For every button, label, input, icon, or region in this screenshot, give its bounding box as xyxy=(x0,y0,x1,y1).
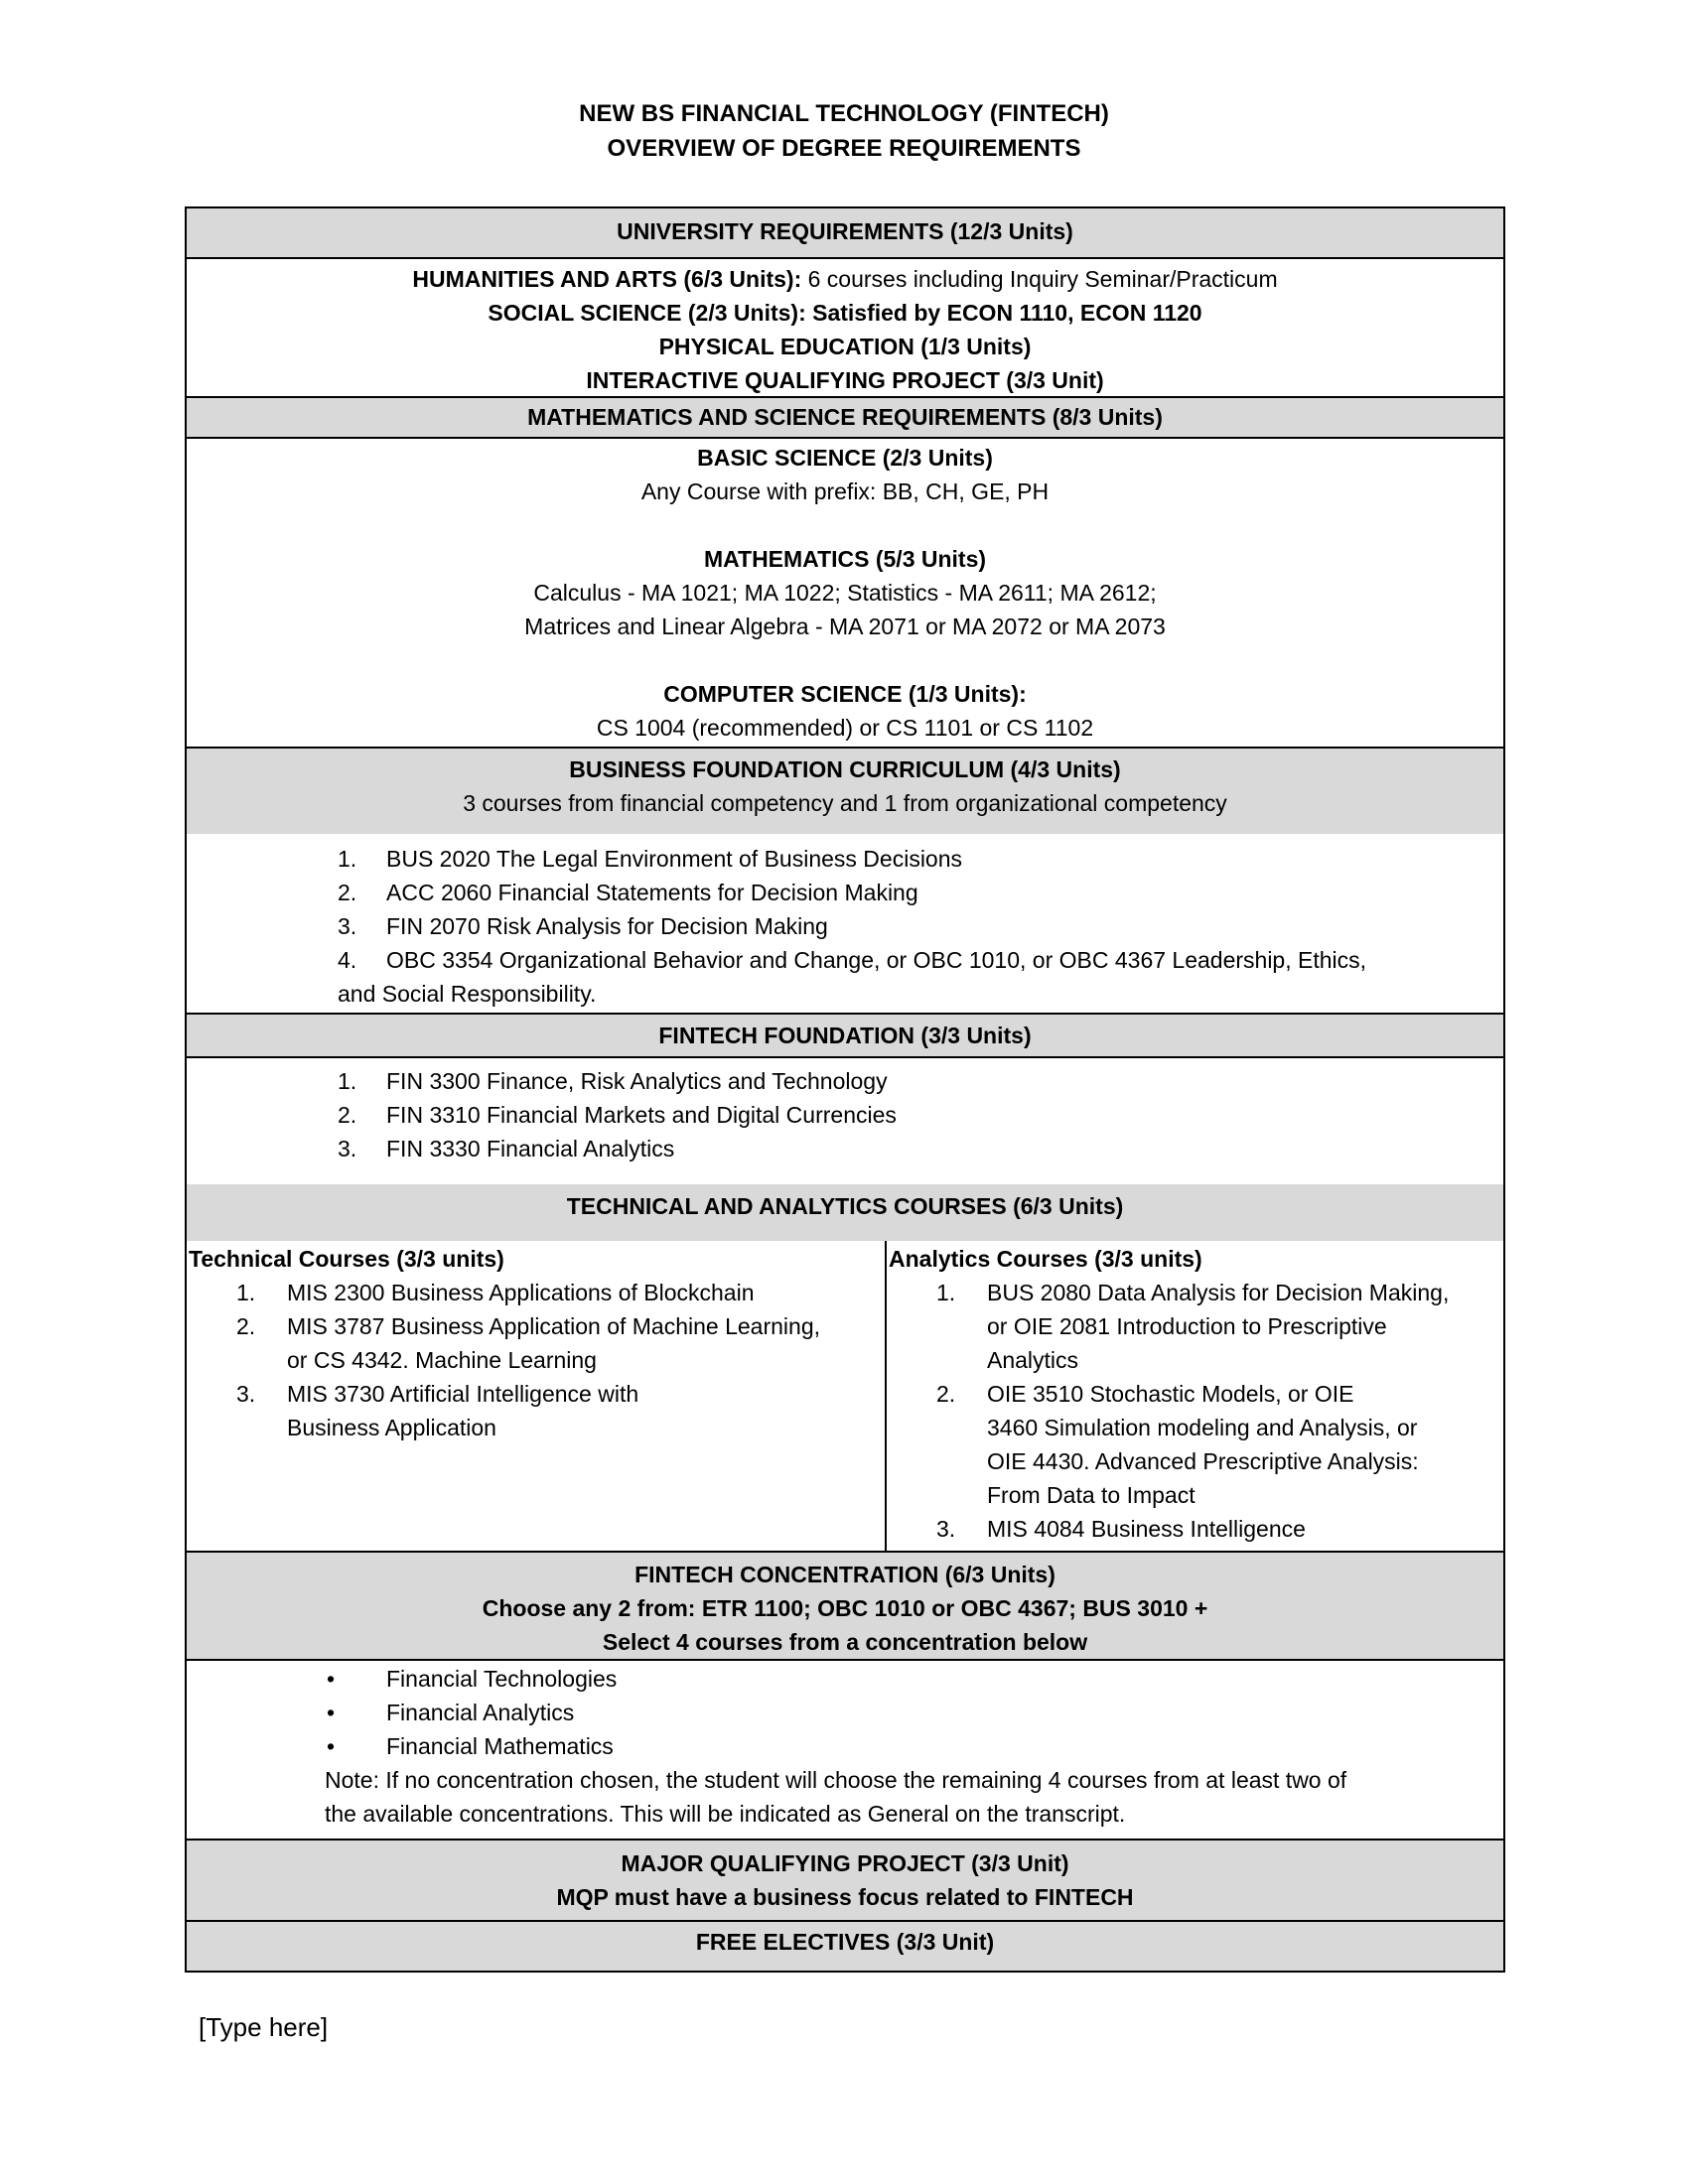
list-item: 1. BUS 2020 The Legal Environment of Business Decisions xyxy=(338,846,963,872)
list-item: 2. FIN 3310 Financial Markets and Digital Currencies xyxy=(338,1102,897,1128)
concentration-note-line-2: the available concentrations. This will be indicated as General on the transcript. xyxy=(325,1801,1126,1827)
footer-placeholder[interactable]: [Type here] xyxy=(199,2012,329,2042)
mqp-line-2: MQP must have a business focus related to FINTECH xyxy=(556,1884,1134,1910)
humanities-text: 6 courses including Inquiry Seminar/Practicum xyxy=(801,266,1278,292)
analytics-courses-title: Analytics Courses (3/3 units) xyxy=(889,1246,1202,1272)
fintech-foundation-list xyxy=(187,1056,1503,1184)
concentration-note-line-1: Note: If no concentration chosen, the student will choose the remaining 4 courses from at least two of xyxy=(325,1767,1347,1793)
list-item: 4. OBC 3354 Organizational Behavior and Change, or OBC 1010, or OBC 4367 Leadership, Ethics, xyxy=(338,947,1367,973)
list-item: 3. MIS 4084 Business Intelligence xyxy=(936,1516,1306,1542)
computer-science-label: COMPUTER SCIENCE (1/3 Units): xyxy=(663,681,1027,707)
requirements-table xyxy=(185,206,1505,1973)
bullet-icon: • xyxy=(327,1733,336,1759)
mathematics-line-1: Calculus - MA 1021; MA 1022; Statistics - MA 2611; MA 2612; xyxy=(533,580,1157,606)
social-science-line: SOCIAL SCIENCE (2/3 Units): Satisfied by ECON 1110, ECON 1120 xyxy=(488,300,1202,326)
math-science-header: MATHEMATICS AND SCIENCE REQUIREMENTS (8/3 Units) xyxy=(187,396,1503,437)
university-requirements-header: UNIVERSITY REQUIREMENTS (12/3 Units) xyxy=(187,208,1503,257)
fintech-concentration-header-block xyxy=(187,1551,1503,1659)
list-item: • Financial Technologies xyxy=(187,1662,1503,1696)
list-item: 2. ACC 2060 Financial Statements for Decision Making xyxy=(338,880,918,905)
fintech-foundation-header: FINTECH FOUNDATION (3/3 Units) xyxy=(187,1013,1503,1056)
fintech-concentration-line-2: Choose any 2 from: ETR 1100; OBC 1010 or OBC 4367; BUS 3010 + xyxy=(482,1595,1208,1621)
technical-courses-title: Technical Courses (3/3 units) xyxy=(189,1246,504,1272)
title-line-1: NEW BS FINANCIAL TECHNOLOGY (FINTECH) xyxy=(579,100,1109,127)
humanities-label: HUMANITIES AND ARTS (6/3 Units): xyxy=(412,266,802,292)
technical-courses-column xyxy=(187,1241,887,1551)
humanities-line xyxy=(187,262,1503,296)
list-item: 3. FIN 3330 Financial Analytics xyxy=(338,1136,675,1161)
fintech-concentration-header: FINTECH CONCENTRATION (6/3 Units) xyxy=(634,1562,1055,1587)
physical-education-line: PHYSICAL EDUCATION (1/3 Units) xyxy=(658,334,1032,359)
mathematics-line-2: Matrices and Linear Algebra - MA 2071 or MA 2072 or MA 2073 xyxy=(524,614,1166,639)
list-item-continuation: and Social Responsibility. xyxy=(338,981,597,1007)
mqp-block xyxy=(187,1839,1503,1920)
university-requirements-body xyxy=(187,257,1503,396)
document-title xyxy=(0,96,1688,166)
tech-analytics-columns xyxy=(187,1241,1503,1551)
list-item: • Financial Analytics xyxy=(187,1696,1503,1729)
bullet-icon: • xyxy=(327,1700,336,1725)
business-foundation-header-block xyxy=(187,747,1503,834)
analytics-courses-column xyxy=(887,1241,1503,1551)
business-foundation-subheader: 3 courses from financial competency and 1 from organizational competency xyxy=(463,790,1227,816)
mqp-header: MAJOR QUALIFYING PROJECT (3/3 Unit) xyxy=(621,1850,1069,1876)
fintech-concentration-line-3: Select 4 courses from a concentration below xyxy=(602,1629,1088,1655)
math-science-body xyxy=(187,437,1503,747)
list-item: 3. MIS 3730 Artificial Intelligence with Business Application xyxy=(236,1381,639,1440)
mathematics-label: MATHEMATICS (5/3 Units) xyxy=(703,546,987,572)
title-line-2: OVERVIEW OF DEGREE REQUIREMENTS xyxy=(607,135,1081,162)
bullet-icon: • xyxy=(327,1666,336,1692)
list-item: • Financial Mathematics xyxy=(187,1729,1503,1763)
list-item: 2. OIE 3510 Stochastic Models, or OIE 3460 Simulation modeling and Analysis, or OIE 4430. Advanced Prescriptive Analysis: From Data to Impact xyxy=(936,1381,1419,1508)
free-electives-header: FREE ELECTIVES (3/3 Unit) xyxy=(187,1920,1503,1971)
iqp-line: INTERACTIVE QUALIFYING PROJECT (3/3 Unit) xyxy=(586,367,1104,393)
list-item: 3. FIN 2070 Risk Analysis for Decision Making xyxy=(338,913,828,939)
computer-science-text: CS 1004 (recommended) or CS 1101 or CS 1102 xyxy=(596,715,1094,741)
list-item: 1. BUS 2080 Data Analysis for Decision Making, or OIE 2081 Introduction to Prescriptive Analytics xyxy=(936,1280,1450,1373)
basic-science-label: BASIC SCIENCE (2/3 Units) xyxy=(697,445,993,471)
list-item: 1. FIN 3300 Finance, Risk Analytics and Technology xyxy=(338,1068,888,1094)
basic-science-text: Any Course with prefix: BB, CH, GE, PH xyxy=(640,478,1050,504)
fintech-concentration-body xyxy=(187,1659,1503,1839)
list-item: 2. MIS 3787 Business Application of Machine Learning, or CS 4342. Machine Learning xyxy=(236,1313,820,1373)
business-foundation-list xyxy=(187,834,1503,1013)
tech-analytics-header: TECHNICAL AND ANALYTICS COURSES (6/3 Units) xyxy=(187,1184,1503,1241)
list-item: 1. MIS 2300 Business Applications of Blockchain xyxy=(236,1280,755,1305)
business-foundation-header: BUSINESS FOUNDATION CURRICULUM (4/3 Units) xyxy=(569,756,1121,782)
